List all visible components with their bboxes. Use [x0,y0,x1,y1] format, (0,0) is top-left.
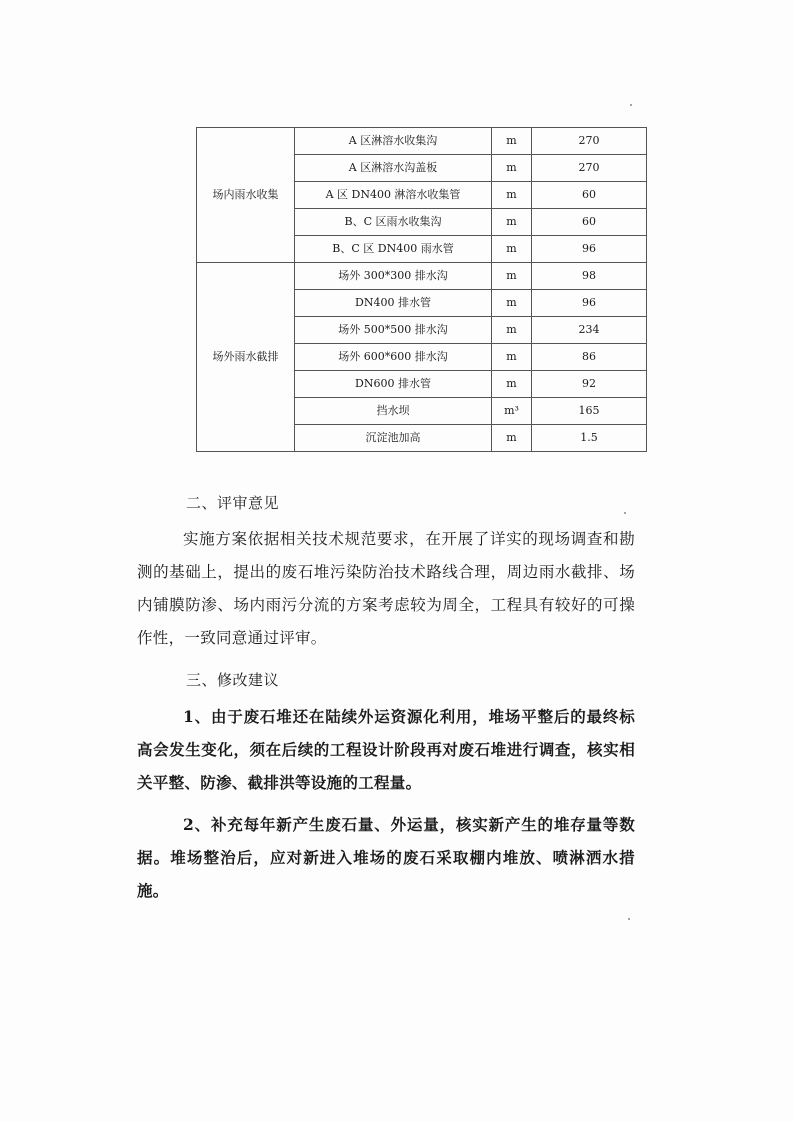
quantity-cell: 96 [532,290,647,317]
quantity-cell: 165 [532,398,647,425]
quantity-cell: 1.5 [532,425,647,452]
item-cell: B、C 区雨水收集沟 [295,209,492,236]
table-row [197,128,647,155]
quantity-cell: 270 [532,128,647,155]
scan-speck [628,918,630,920]
category-cell: 场内雨水收集 [197,128,295,263]
unit-cell: m [492,425,532,452]
section-heading-suggestions: 三、修改建议 [186,671,280,689]
scan-speck [630,104,632,106]
item-cell: A 区 DN400 淋溶水收集管 [295,182,492,209]
unit-cell: m³ [492,398,532,425]
item-cell: 挡水坝 [295,398,492,425]
quantity-cell: 98 [532,263,647,290]
suggestion-item-1: 1、由于废石堆还在陆续外运资源化利用，堆场平整后的最终标高会发生变化，须在后续的工程设计阶段再对废石堆进行调查，核实相关平整、防渗、截排洪等设施的工程量。 [137,707,635,792]
table-row [197,263,647,290]
item-cell: B、C 区 DN400 雨水管 [295,236,492,263]
unit-cell: m [492,128,532,155]
unit-cell: m [492,317,532,344]
review-paragraph: 实施方案依据相关技术规范要求，在开展了详实的现场调查和勘测的基础上，提出的废石堆污染防治技术路线合理，周边雨水截排、场内铺膜防渗、场内雨污分流的方案考虑较为周全，工程具有较好的可操作性，一致同意通过评审。 [137,530,635,647]
item-cell: 场外 300*300 排水沟 [295,263,492,290]
quantity-cell: 270 [532,155,647,182]
item-cell: DN600 排水管 [295,371,492,398]
item-cell: 沉淀池加高 [295,425,492,452]
item-cell: A 区淋溶水收集沟 [295,128,492,155]
unit-cell: m [492,155,532,182]
category-cell: 场外雨水截排 [197,263,295,452]
unit-cell: m [492,182,532,209]
quantities-table [196,127,647,452]
quantity-cell: 60 [532,182,647,209]
quantity-cell: 234 [532,317,647,344]
unit-cell: m [492,290,532,317]
table-body [197,128,647,452]
unit-cell: m [492,236,532,263]
unit-cell: m [492,371,532,398]
unit-cell: m [492,209,532,236]
suggestion-item-2: 2、补充每年新产生废石量、外运量，核实新产生的堆存量等数据。堆场整治后，应对新进入堆场的废石采取棚内堆放、喷淋洒水措施。 [137,815,635,900]
item-cell: DN400 排水管 [295,290,492,317]
item-cell: A 区淋溶水沟盖板 [295,155,492,182]
quantity-cell: 96 [532,236,647,263]
item-cell: 场外 600*600 排水沟 [295,344,492,371]
unit-cell: m [492,263,532,290]
unit-cell: m [492,344,532,371]
quantity-cell: 92 [532,371,647,398]
quantity-cell: 60 [532,209,647,236]
scan-speck [624,512,626,514]
quantity-cell: 86 [532,344,647,371]
section-heading-review: 二、评审意见 [186,494,280,512]
item-cell: 场外 500*500 排水沟 [295,317,492,344]
